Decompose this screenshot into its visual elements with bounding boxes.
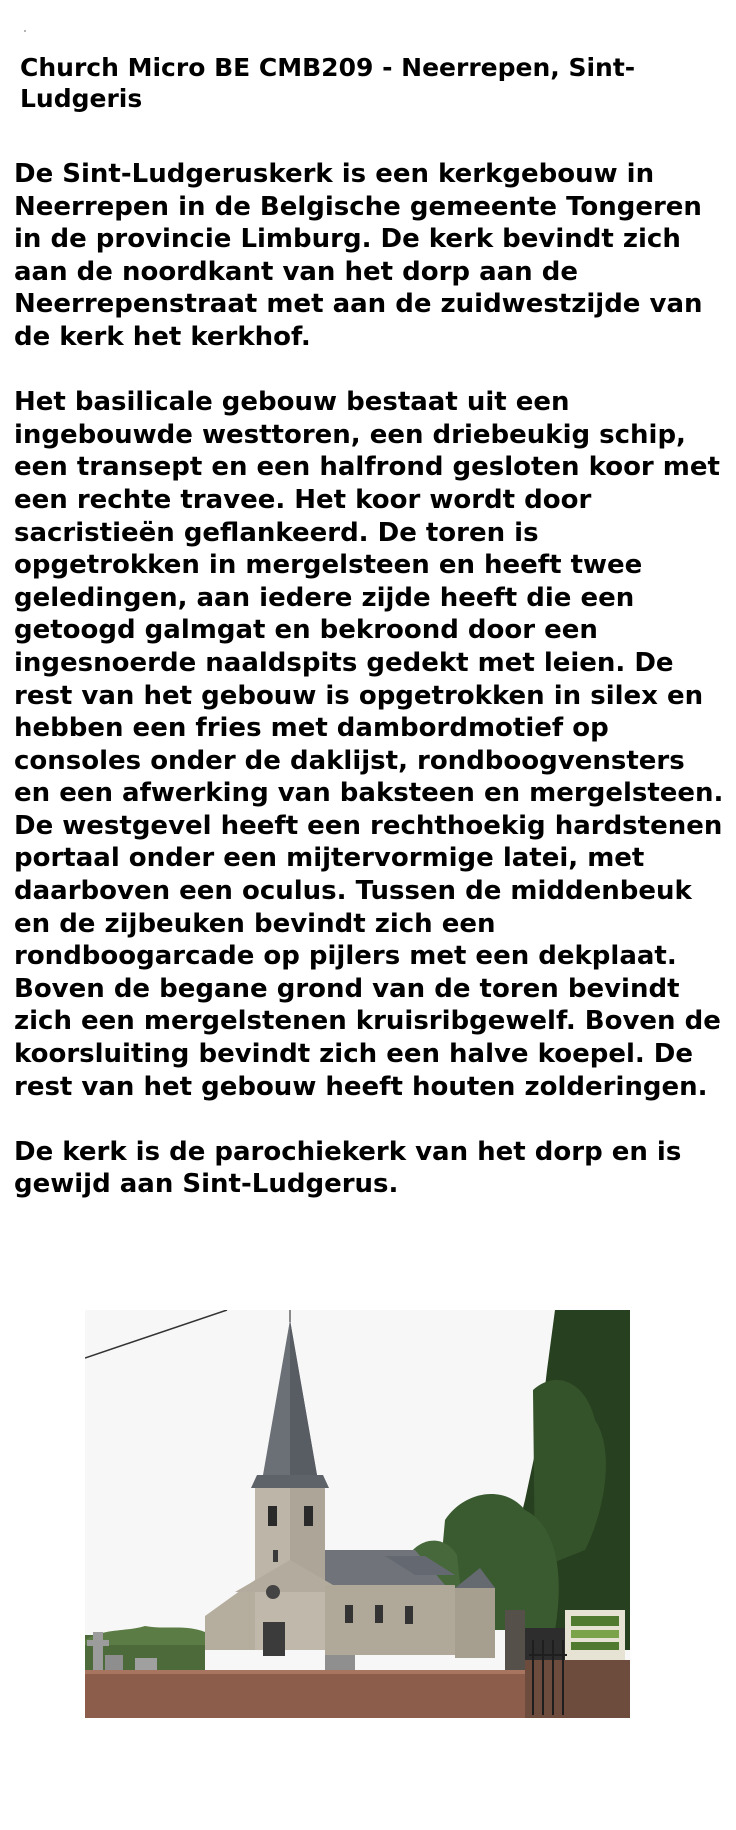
paragraph-architecture: Het basilicale gebouw bestaat uit een ingebouwde westtoren, een driebeukig schip, een transept en een halfrond gesloten koor met een rechte travee. Het koor wordt door sacristieën geflankeerd. De toren is opgetrokken in mergelsteen en heeft twee geledingen, aan iedere zijde heeft die een getoogd galmgat en bekroond door een ingesnoerde naaldspits gedekt met leien. De rest van het gebouw is opgetrokken in silex en hebben een fries met dambordmotief op consoles onder de daklijst, rondboogvensters en een afwerking van baksteen en mergelsteen. De westgevel heeft een rechthoekig hardstenen portaal onder een mijtervormige latei, met daarboven een oculus. Tussen de middenbeuk en de zijbeuken bevindt zich een rondboogarcade op pijlers met een dekplaat. Boven de begane grond van de toren bevindt zich een mergelstenen kruisribgewelf. Boven de koorsluiting bevindt zich een halve koepel. De rest van het gebouw heeft houten zolderingen. [14,387,724,1102]
article-body [14,158,726,1234]
paragraph-parish: De kerk is de parochiekerk van het dorp en is gewijd aan Sint-Ludgerus. [14,1136,682,1200]
paragraph-location: De Sint-Ludgeruskerk is een kerkgebouw in Neerrepen in de Belgische gemeente Tongeren in de provincie Limburg. De kerk bevindt zich aan de noordkant van het dorp aan de Neerrepenstraat met aan de zuidwestzijde van de kerk het kerkhof. [14,159,703,352]
page-title: Church Micro BE CMB209 - Neerrepen, Sint-Ludgeris [20,53,636,113]
church-photo [85,1310,630,1718]
stray-pixel [24,30,26,32]
